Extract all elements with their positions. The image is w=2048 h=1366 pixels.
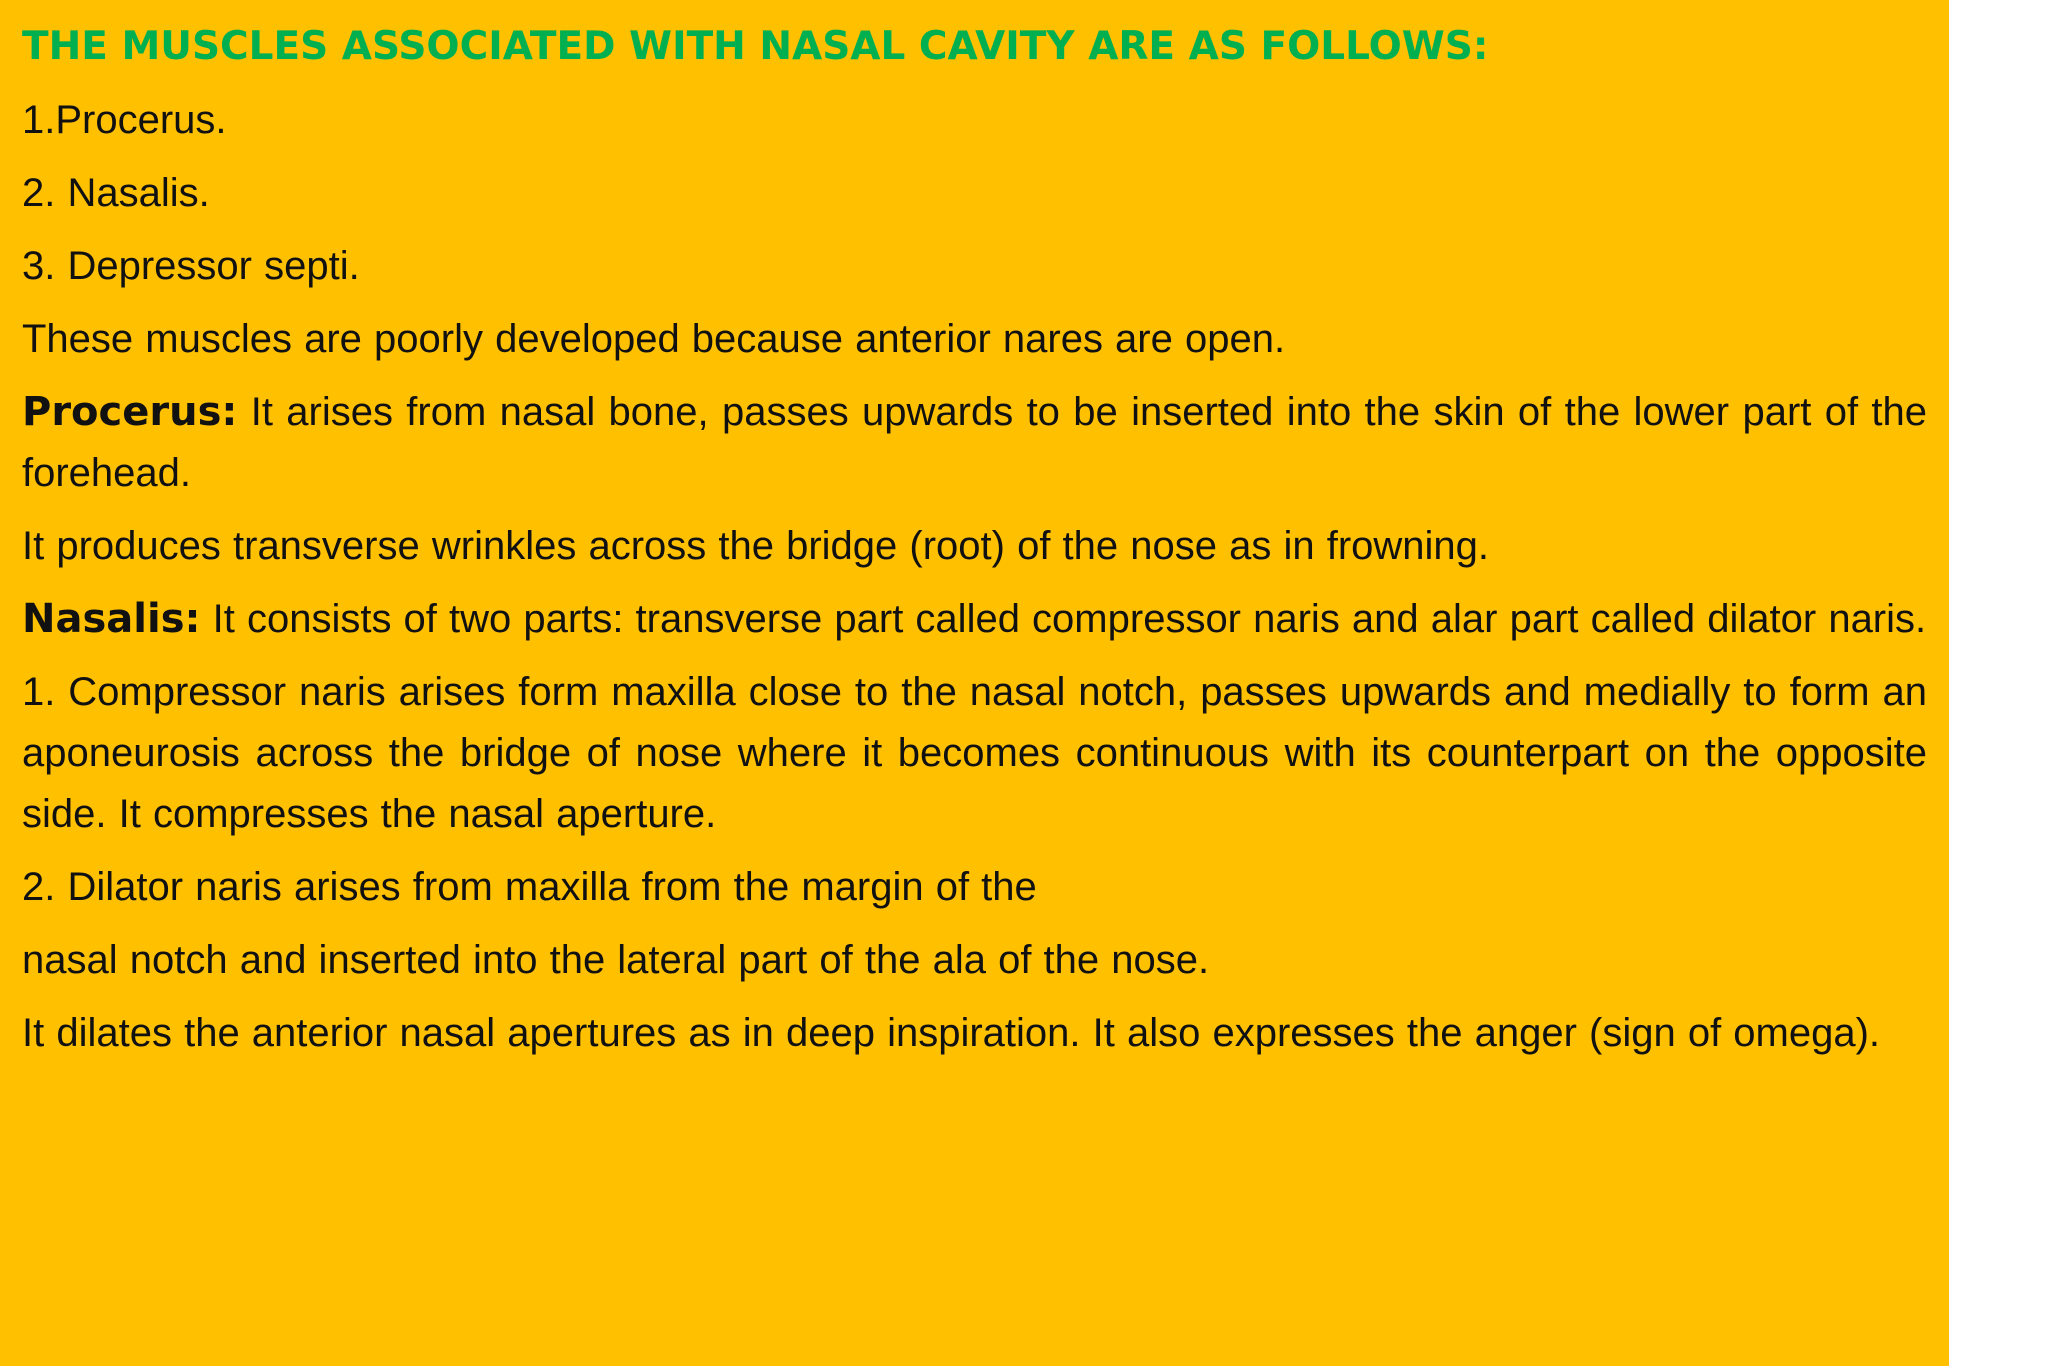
list-item-depressor-septi: 3. Depressor septi.	[22, 244, 360, 288]
list-item-nasalis: 2. Nasalis.	[22, 171, 210, 215]
dilator-naris-line-2: nasal notch and inserted into the lateral part of the ala of the nose.	[22, 938, 1210, 982]
dilator-action-paragraph: It dilates the anterior nasal apertures as in deep inspiration. It also expresses the anger (sign of omega).	[22, 1011, 1881, 1055]
list-item-procerus: 1.Procerus.	[22, 98, 227, 142]
compressor-naris-paragraph: 1. Compressor naris arises form maxilla close to the nasal notch, passes upwards and medially to form an aponeurosis across the bridge of nose where it becomes continuous with its counterpart on the opposite side. It compresses the nasal aperture.	[22, 670, 1927, 836]
procerus-paragraph	[22, 382, 1927, 504]
procerus-text: It arises from nasal bone, passes upwards to be inserted into the skin of the lower part of the forehead.	[22, 390, 1927, 495]
nasalis-text: It consists of two parts: transverse part called compressor naris and alar part called dilator naris.	[200, 597, 1927, 641]
nasalis-term: Nasalis:	[22, 596, 201, 642]
dilator-naris-line-1: 2. Dilator naris arises from maxilla from the margin of the	[22, 865, 1037, 909]
procerus-action-paragraph: It produces transverse wrinkles across the bridge (root) of the nose as in frowning.	[22, 524, 1490, 568]
nasalis-paragraph	[22, 589, 1927, 650]
procerus-term: Procerus:	[22, 389, 238, 435]
slide-title: THE MUSCLES ASSOCIATED WITH NASAL CAVITY ARE AS FOLLOWS:	[22, 24, 1489, 69]
intro-paragraph: These muscles are poorly developed because anterior nares are open.	[22, 317, 1286, 361]
